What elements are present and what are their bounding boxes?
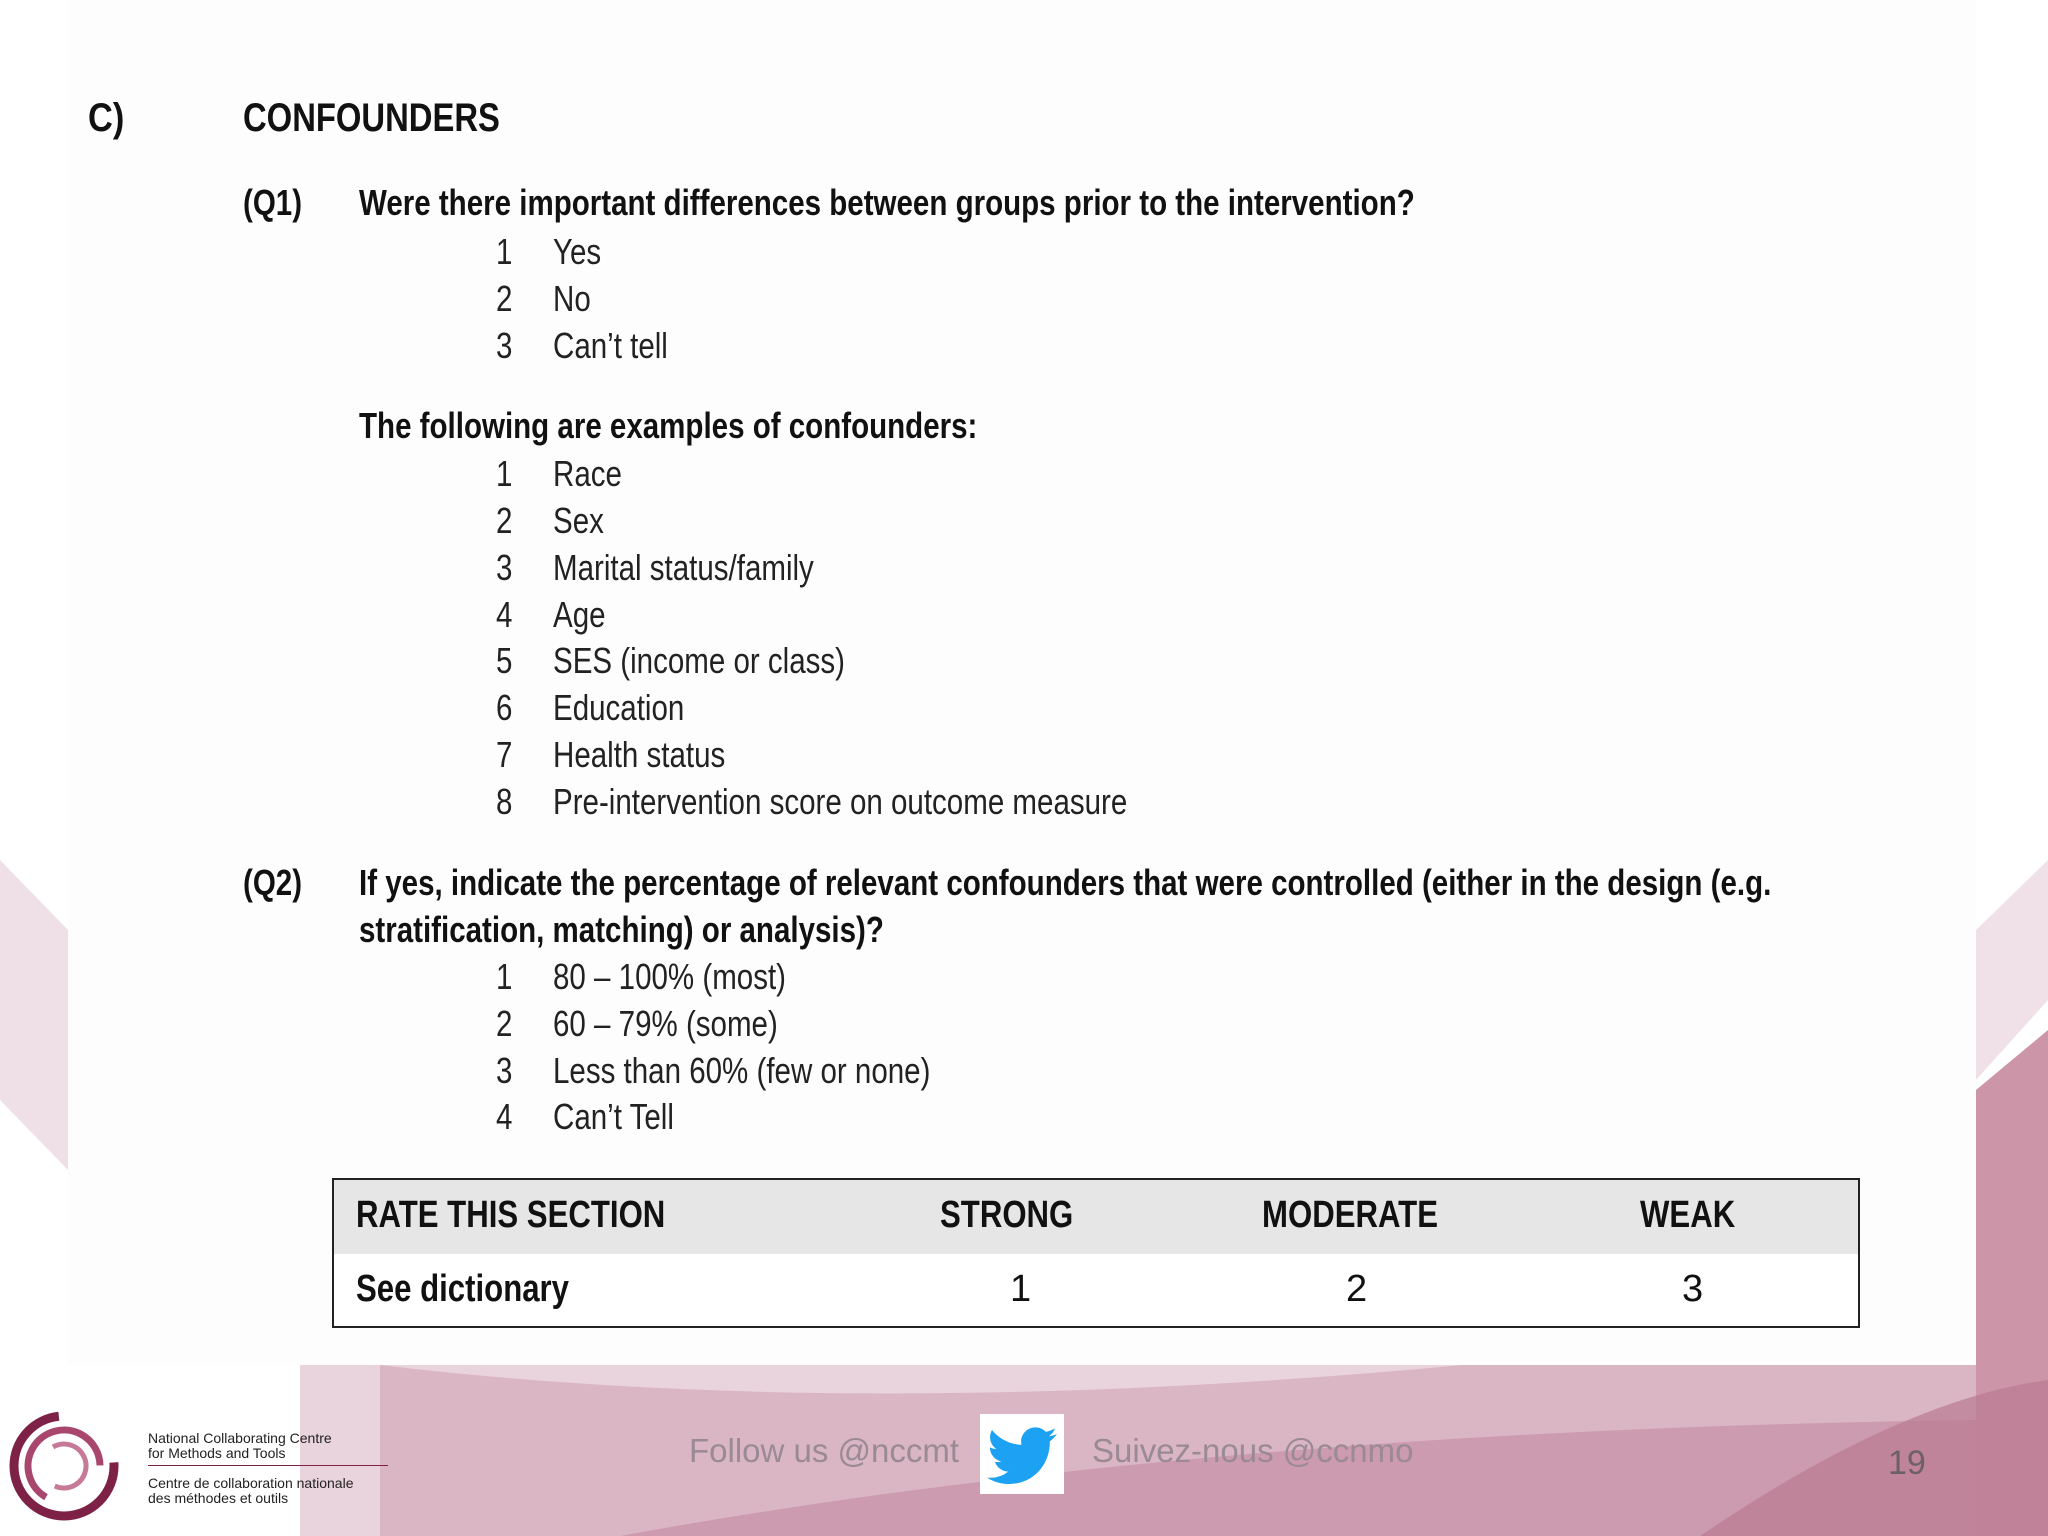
example-label: SES (income or class) — [553, 640, 846, 681]
rating-value-strong: 1 — [1010, 1268, 1032, 1310]
rating-header-weak: WEAK — [1640, 1194, 1736, 1236]
logo-text-fr-1: Centre de collaboration nationale — [148, 1475, 354, 1491]
question-text-q2-line2: stratification, matching) or analysis)? — [359, 909, 884, 950]
example-number: 6 — [496, 687, 513, 728]
option-number: 1 — [496, 956, 513, 997]
section-title: CONFOUNDERS — [243, 96, 500, 140]
option-label: Less than 60% (few or none) — [553, 1050, 931, 1091]
rating-table — [332, 1178, 1860, 1328]
option-label: Can’t Tell — [553, 1096, 674, 1137]
rating-header-label: RATE THIS SECTION — [356, 1194, 666, 1236]
question-text-q2-line1: If yes, indicate the percentage of relevant confounders that were controlled (either in the design (e.g. — [359, 862, 1772, 903]
example-label: Marital status/family — [553, 547, 814, 588]
option-label: 80 – 100% (most) — [553, 956, 786, 997]
logo-divider — [148, 1465, 388, 1466]
example-label: Health status — [553, 734, 726, 775]
twitter-bird-icon — [980, 1414, 1064, 1494]
rating-value-moderate: 2 — [1346, 1268, 1368, 1310]
option-number: 2 — [496, 1003, 513, 1044]
example-label: Pre-intervention score on outcome measure — [553, 781, 1128, 822]
example-number: 1 — [496, 453, 513, 494]
logo-text-en-2: for Methods and Tools — [148, 1445, 286, 1461]
examples-heading: The following are examples of confounders: — [359, 405, 978, 446]
option-label: No — [553, 278, 591, 319]
document-page — [68, 0, 1976, 1365]
option-number: 3 — [496, 325, 513, 366]
question-number-q2: (Q2) — [243, 862, 303, 903]
example-number: 5 — [496, 640, 513, 681]
section-letter: C) — [88, 96, 125, 140]
question-number-q1: (Q1) — [243, 182, 303, 223]
option-label: Can’t tell — [553, 325, 668, 366]
twitter-link[interactable] — [980, 1414, 1064, 1494]
option-number: 4 — [496, 1096, 513, 1137]
example-label: Education — [553, 687, 685, 728]
example-label: Age — [553, 594, 606, 635]
follow-us-english[interactable]: Follow us @nccmt — [689, 1432, 960, 1469]
example-label: Sex — [553, 500, 604, 541]
rating-header-moderate: MODERATE — [1262, 1194, 1438, 1236]
nccmt-logo-icon — [8, 1408, 120, 1524]
example-number: 8 — [496, 781, 513, 822]
example-label: Race — [553, 453, 622, 494]
logo-text-fr-2: des méthodes et outils — [148, 1490, 289, 1506]
rating-value-weak: 3 — [1682, 1268, 1704, 1310]
page-number: 19 — [1888, 1444, 1926, 1482]
option-number: 1 — [496, 231, 513, 272]
rating-row-label: See dictionary — [356, 1268, 570, 1310]
option-label: Yes — [553, 231, 602, 272]
example-number: 2 — [496, 500, 513, 541]
option-number: 3 — [496, 1050, 513, 1091]
follow-us-french[interactable]: Suivez-nous @ccnmo — [1092, 1432, 1414, 1469]
example-number: 7 — [496, 734, 513, 775]
example-number: 4 — [496, 594, 513, 635]
rating-header-strong: STRONG — [940, 1194, 1074, 1236]
logo-text-en-1: National Collaborating Centre — [148, 1430, 332, 1446]
option-label: 60 – 79% (some) — [553, 1003, 778, 1044]
question-text-q1: Were there important differences between groups prior to the intervention? — [359, 182, 1415, 223]
example-number: 3 — [496, 547, 513, 588]
option-number: 2 — [496, 278, 513, 319]
